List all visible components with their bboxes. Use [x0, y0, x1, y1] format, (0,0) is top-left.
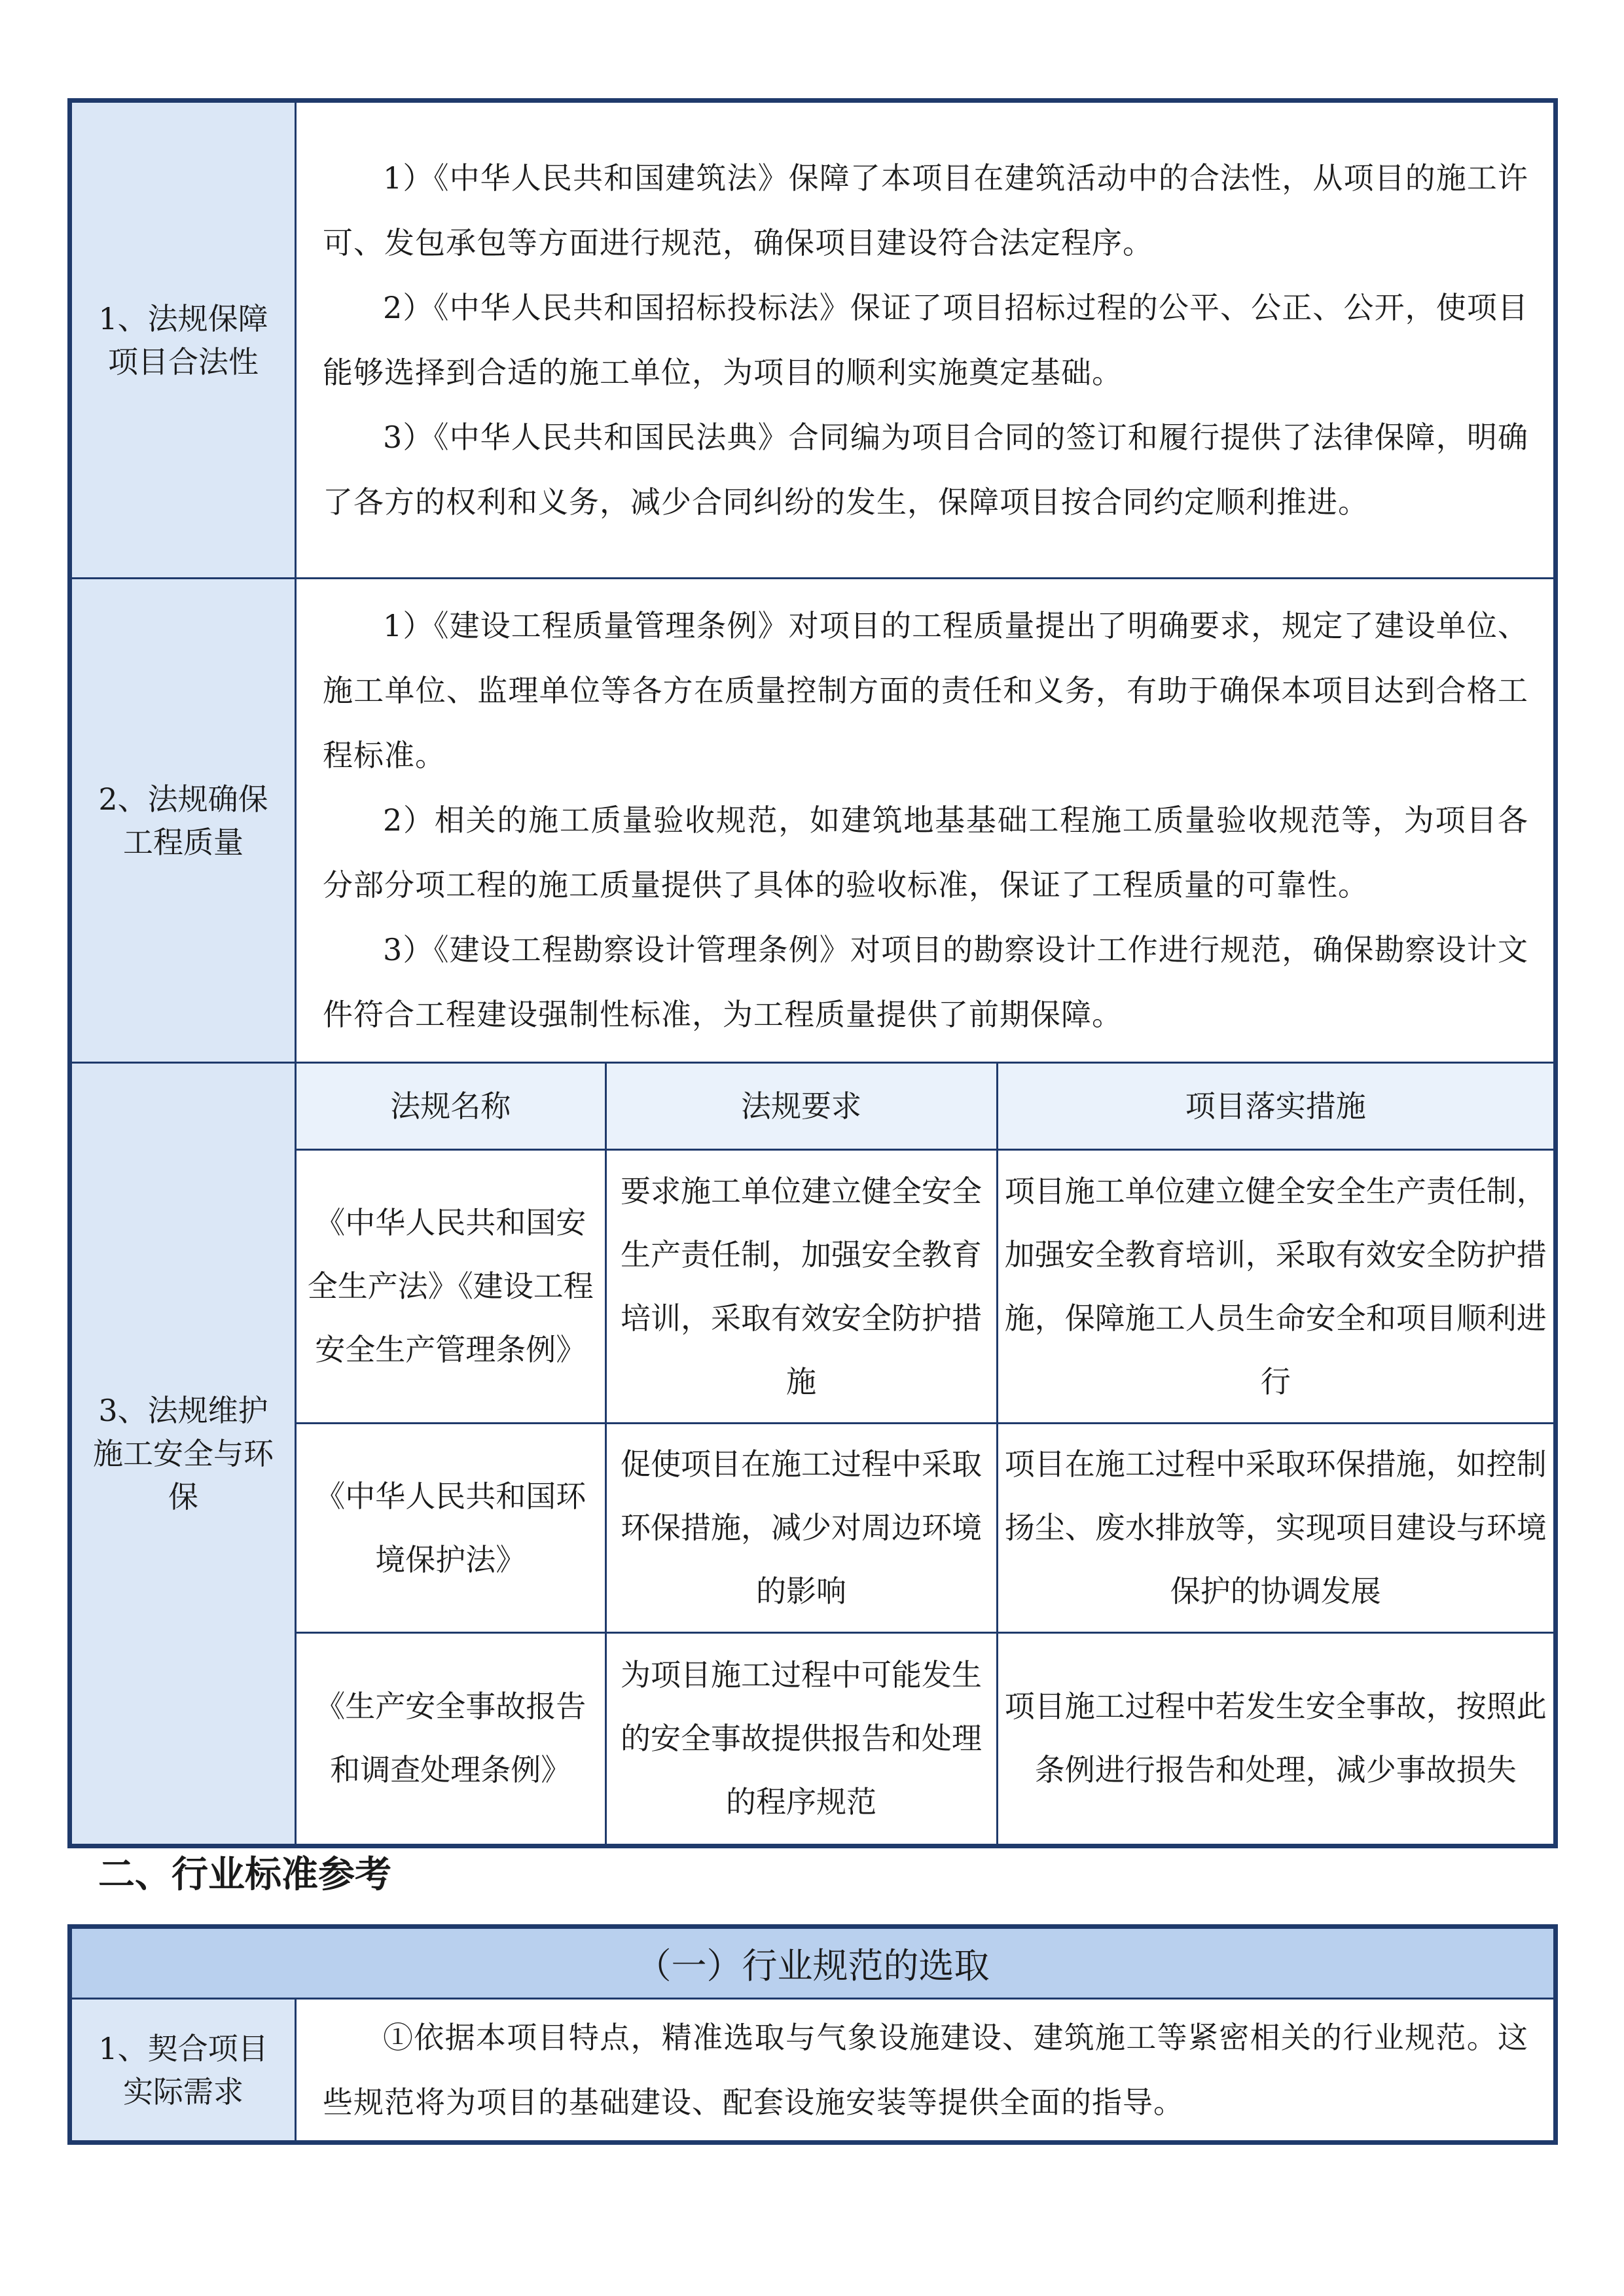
header-cell: 法规名称 [297, 1064, 605, 1150]
regulation-name: 《中华人民共和国安全生产法》《建设工程安全生产管理条例》 [297, 1150, 605, 1424]
table-row [70, 1063, 1556, 1846]
section-subheading: （一）行业规范的选取 [70, 1927, 1556, 1999]
row-label: 1、契合项目实际需求 [70, 1999, 296, 2143]
table-row [70, 1999, 1556, 2143]
regulation-table [67, 98, 1558, 1848]
regulation-requirement: 促使项目在施工过程中采取环保措施，减少对周边环境的影响 [605, 1424, 997, 1633]
row-label: 2、法规确保工程质量 [70, 579, 296, 1063]
regulation-measure: 项目施工单位建立健全安全生产责任制，加强安全教育培训，采取有效安全防护措施，保障施工人员生命安全和项目顺利进行 [997, 1150, 1553, 1424]
inner-regulation-table [297, 1064, 1553, 1844]
paragraph: ①依据本项目特点，精准选取与气象设施建设、建筑施工等紧密相关的行业规范。这些规范将为项目的基础建设、配套设施安装等提供全面的指导。 [323, 2019, 1528, 2120]
row-label: 1、法规保障项目合法性 [70, 101, 296, 579]
paragraph: 1）《建设工程质量管理条例》对项目的工程质量提出了明确要求，规定了建设单位、施工单位、监理单位等各方在质量控制方面的责任和义务，有助于确保本项目达到合格工程标准。 [323, 608, 1528, 773]
regulation-requirement: 为项目施工过程中可能发生的安全事故提供报告和处理的程序规范 [605, 1633, 997, 1844]
row-content [296, 579, 1556, 1063]
row-content [296, 101, 1556, 579]
paragraph: 2）相关的施工质量验收规范，如建筑地基基础工程施工质量验收规范等，为项目各分部分项工程的施工质量提供了具体的验收标准，保证了工程质量的可靠性。 [323, 802, 1528, 903]
row-label: 3、法规维护施工安全与环保 [70, 1063, 296, 1846]
header-cell: 项目落实措施 [997, 1064, 1553, 1150]
table-row [70, 101, 1556, 579]
inner-row [297, 1424, 1553, 1633]
industry-standard-table [67, 1924, 1558, 2145]
regulation-measure: 项目在施工过程中采取环保措施，如控制扬尘、废水排放等，实现项目建设与环境保护的协调发展 [997, 1424, 1553, 1633]
inner-row [297, 1150, 1553, 1424]
row-content [296, 1999, 1556, 2143]
header-cell: 法规要求 [605, 1064, 997, 1150]
regulation-name: 《生产安全事故报告和调查处理条例》 [297, 1633, 605, 1844]
paragraph: 1）《中华人民共和国建筑法》保障了本项目在建筑活动中的合法性，从项目的施工许可、发包承包等方面进行规范，确保项目建设符合法定程序。 [323, 160, 1528, 260]
inner-header-row [297, 1064, 1553, 1150]
inner-row [297, 1633, 1553, 1844]
table-header-row [70, 1927, 1556, 1999]
regulation-requirement: 要求施工单位建立健全安全生产责任制，加强安全教育培训，采取有效安全防护措施 [605, 1150, 997, 1424]
paragraph: 2）《中华人民共和国招标投标法》保证了项目招标过程的公平、公正、公开，使项目能够选择到合适的施工单位，为项目的顺利实施奠定基础。 [323, 289, 1528, 390]
paragraph: 3）《建设工程勘察设计管理条例》对项目的勘察设计工作进行规范，确保勘察设计文件符合工程建设强制性标准，为工程质量提供了前期保障。 [323, 932, 1528, 1032]
regulation-name: 《中华人民共和国环境保护法》 [297, 1424, 605, 1633]
regulation-measure: 项目施工过程中若发生安全事故，按照此条例进行报告和处理，减少事故损失 [997, 1633, 1553, 1844]
table-row [70, 579, 1556, 1063]
section-heading: 二、行业标准参考 [98, 1854, 391, 1896]
row-content [296, 1063, 1556, 1846]
paragraph: 3）《中华人民共和国民法典》合同编为项目合同的签订和履行提供了法律保障，明确了各方的权利和义务，减少合同纠纷的发生，保障项目按合同约定顺利推进。 [323, 419, 1528, 520]
